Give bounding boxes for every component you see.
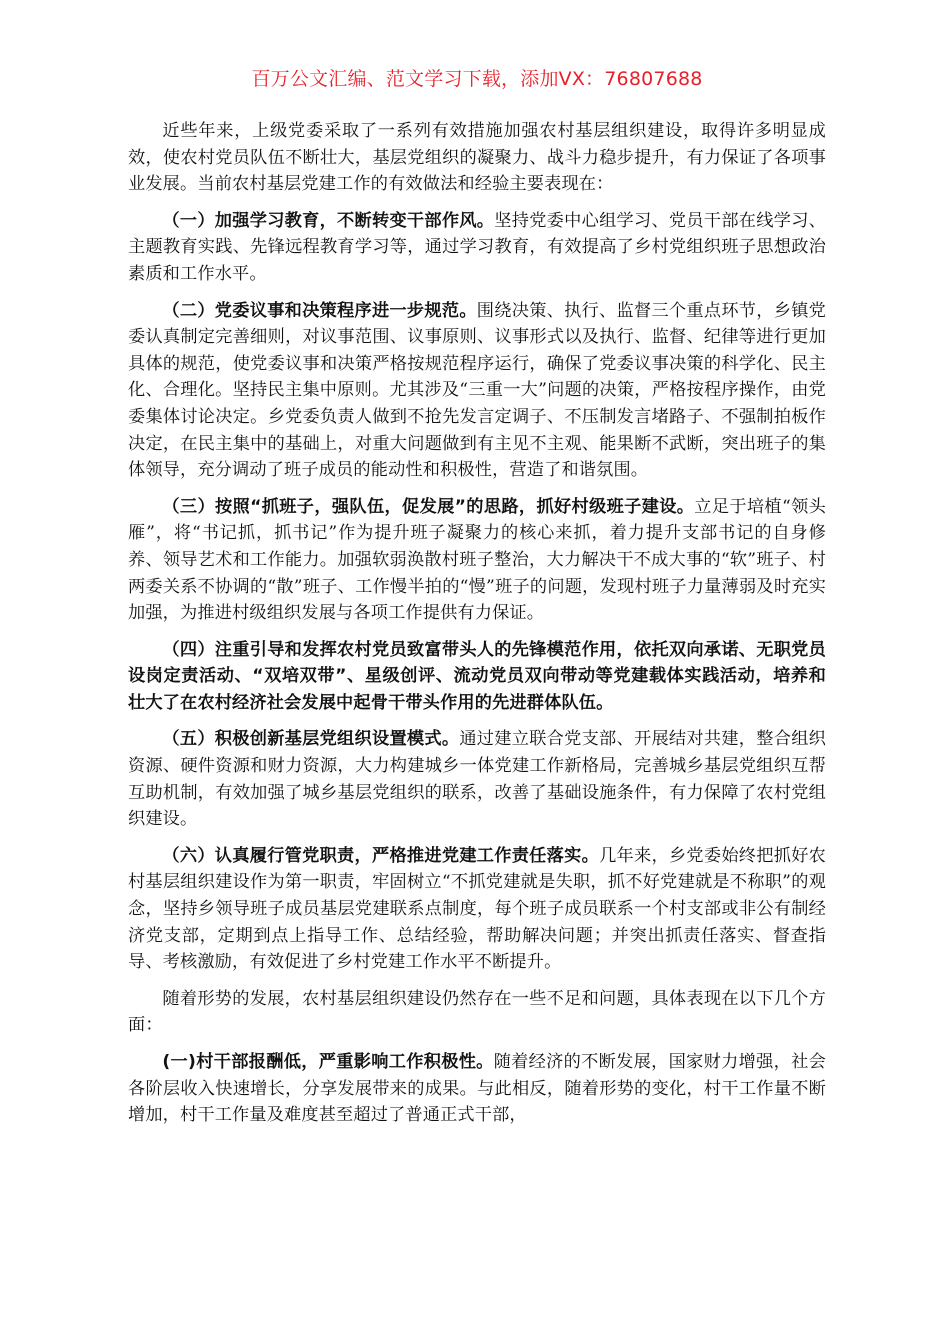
paragraph-intro [128,118,826,198]
paragraph-problems-intro [128,986,826,1039]
paragraph-heading: （三）按照“抓班子，强队伍，促发展”的思路，抓好村级班子建设。 [162,496,695,517]
paragraph-point-5 [128,726,826,832]
paragraph-heading: （四）注重引导和发挥农村党员致富带头人的先锋模范作用，依托双向承诺、无职党员设岗定责活动、“双培双带”、星级创评、流动党员双向带动等党建载体实践活动，培养和壮大了在农村经济社会发展中起骨干带头作用的先进群体队伍。 [128,639,826,713]
paragraph-point-3 [128,494,826,627]
paragraph-body: 近些年来，上级党委采取了一系列有效措施加强农村基层组织建设，取得许多明显成效，使农村党员队伍不断壮大，基层党组织的凝聚力、战斗力稳步提升，有力保证了各项事业发展。当前农村基层党建工作的有效做法和经验主要表现在： [128,121,826,195]
paragraph-heading: （六）认真履行管党职责，严格推进党建工作责任落实。 [162,845,600,866]
paragraph-heading: (一)村干部报酬低，严重影响工作积极性。 [162,1052,494,1072]
paragraph-point-1 [128,208,826,288]
paragraph-body: 围绕决策、执行、监督三个重点环节，乡镇党委认真制定完善细则，对议事范围、议事原则、议事形式以及执行、监督、纪律等进行更加具体的规范，使党委议事和决策严格按规范程序运行，确保了党委议事决策的科学化、民主化、合理化。坚持民主集中原则。尤其涉及“三重一大”问题的决策，严格按程序操作，由党委集体讨论决定。乡党委负责人做到不抢先发言定调子、不压制发言堵路子、不强制拍板作决定，在民主集中的基础上，对重大问题做到有主见不主观、能果断不武断，突出班子的集体领导，充分调动了班子成员的能动性和积极性，营造了和谐氛围。 [128,300,826,481]
paragraph-body: 随着形势的发展，农村基层组织建设仍然存在一些不足和问题，具体表现在以下几个方面： [128,988,826,1036]
paragraph-point-2 [128,298,826,484]
paragraph-point-6 [128,843,826,976]
paragraph-point-4 [128,637,826,717]
paragraph-heading: （五）积极创新基层党组织设置模式。 [162,729,460,750]
paragraph-body: 随着经济的不断发展，国家财力增强，社会各阶层收入快速增长，分享发展带来的成果。与此相反，随着形势的变化，村干工作量不断增加，村干工作量及难度甚至超过了普通正式干部， [128,1052,826,1126]
paragraph-problem-1 [128,1049,826,1129]
paragraph-body: 几年来，乡党委始终把抓好农村基层组织建设作为第一职责，牢固树立“不抓党建就是失职，抓不好党建就是不称职”的观念，坚持乡领导班子成员基层党建联系点制度，每个班子成员联系一个村支部或非公有制经济党支部，定期到点上指导工作、总结经验，帮助解决问题；并突出抓责任落实、督查指导、考核激励，有效促进了乡村党建工作水平不断提升。 [128,845,826,973]
paragraph-heading: （二）党委议事和决策程序进一步规范。 [162,300,477,321]
paragraph-body: 立足于培植“领头雁”，将“书记抓，抓书记”作为提升班子凝聚力的核心来抓，着力提升支部书记的自身修养、领导艺术和工作能力。加强软弱涣散村班子整治，大力解决干不成大事的“软”班子、村两委关系不协调的“散”班子、工作慢半拍的“慢”班子的问题，发现村班子力量薄弱及时充实加强，为推进村级组织发展与各项工作提供有力保证。 [128,496,826,624]
paragraph-body: 坚持党委中心组学习、党员干部在线学习、主题教育实践、先锋远程教育学习等，通过学习教育，有效提高了乡村党组织班子思想政治素质和工作水平。 [128,210,826,284]
paragraph-body: 通过建立联合党支部、开展结对共建，整合组织资源、硬件资源和财力资源，大力构建城乡一体党建工作新格局，完善城乡基层党组织互帮互助机制，有效加强了城乡基层党组织的联系，改善了基础设施条件，有力保障了农村党组织建设。 [128,729,826,830]
paragraph-heading: （一）加强学习教育，不断转变干部作风。 [162,210,495,231]
header-banner: 百万公文汇编、范文学习下载，添加VX：76807688 [251,68,703,90]
